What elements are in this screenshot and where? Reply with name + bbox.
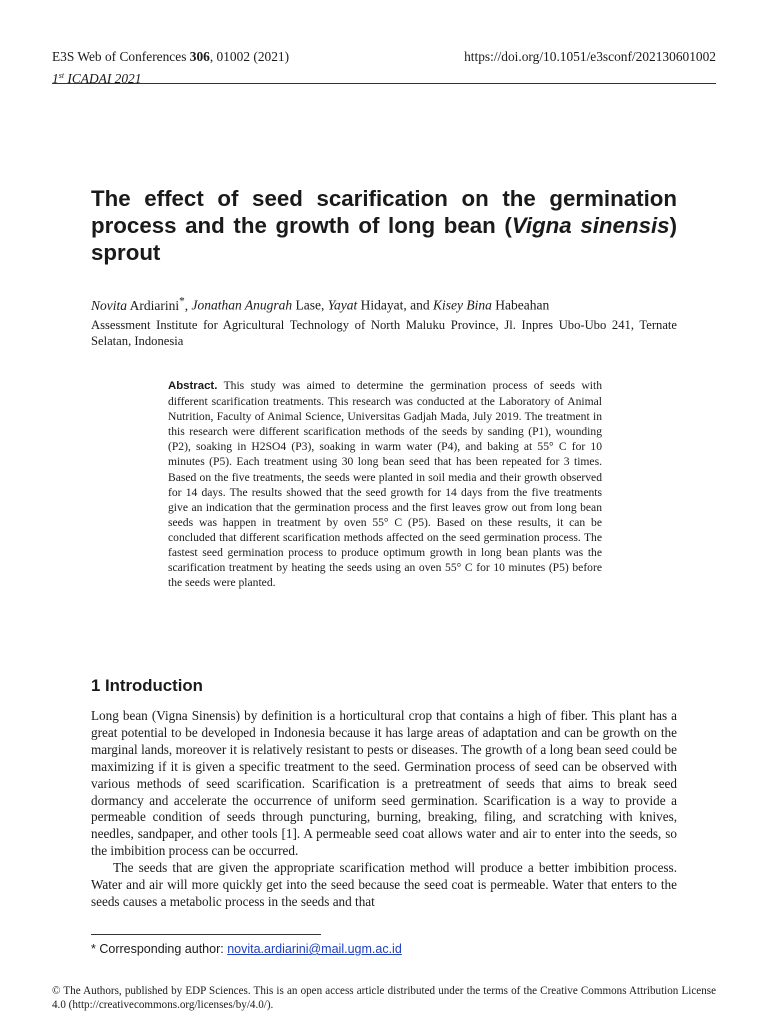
author-separator: , [320, 297, 328, 313]
title-text-end: ) sprout [91, 213, 677, 265]
running-header-left [52, 47, 289, 88]
body-paragraph: Long bean (Vigna Sinensis) by definition is a horticultural crop that contains a high of fiber. This plant has a great potential to be developed in Indonesia because it has large areas of adaptation and can be growth on the marginal lands, moreover it is relatively resistant to pests or diseases. The growth of a long bean seed could be maximizing if it is given a specific treatment to the seed. Germination process of seed can be observed with various methods of seed scarification. Scarification is a pretreatment of seeds that aims to break seed dormancy and accelerate the occurrence of uniform seed germination. Scarification is a way to provide a permeable condition of seeds through puncturing, burning, breaking, filing, and scratching with knives, needles, sandpaper, and other tools [1]. A permeable seed coat allows water and air to enter into the seeds, so the imbibition process can be occurred. [91, 708, 677, 859]
author-family-name: Lase [292, 297, 321, 313]
author [192, 298, 328, 313]
license-notice: © The Authors, published by EDP Sciences. This is an open access article distributed under the terms of the Creative Commons Attribution License 4.0 (http://creativecommons.org/licenses/by/4.0/). [52, 985, 716, 1012]
conference-name [52, 66, 289, 88]
corresponding-author-mark: * [179, 295, 185, 307]
author [328, 298, 433, 313]
author-given-name: Yayat [327, 297, 358, 313]
article-number-year: , 01002 (2021) [209, 49, 290, 64]
author-separator: , [184, 297, 192, 313]
author-given-name: Jonathan Anugrah [191, 297, 293, 313]
abstract-label: Abstract. [168, 380, 218, 392]
author-given-name: Novita [91, 297, 127, 313]
conference-ordinal: 1 [52, 71, 59, 86]
author-given-name: Kisey Bina [433, 297, 492, 313]
section-body [91, 708, 677, 911]
author-family-name: Habeahan [491, 297, 550, 313]
footnote [91, 941, 402, 957]
title-text-start: The effect of seed scarification on the germination process and the growth of long bean ( [91, 186, 677, 238]
header-divider [52, 83, 716, 84]
footnote-label: * Corresponding author: [91, 942, 228, 956]
author-separator: , and [403, 297, 433, 313]
author-family-name: Hidayat [357, 297, 404, 313]
author [91, 295, 192, 313]
author-family-name: Ardiarini [127, 297, 180, 313]
author [433, 298, 549, 313]
body-paragraph: The seeds that are given the appropriate scarification method will produce a better imbibition process. Water and air will more quickly get into the seed because the seed coat is permeable. Water that enters to the seeds causes a metabolic process in the seeds and that [91, 860, 677, 909]
doi-link[interactable]: https://doi.org/10.1051/e3sconf/202130601002 [464, 49, 716, 64]
journal-citation [52, 47, 289, 66]
journal-volume: 306 [189, 49, 210, 64]
title-species-name: Vigna sinensis [511, 213, 670, 238]
author-list [91, 292, 549, 315]
journal-name: E3S Web of Conferences [52, 49, 190, 64]
section-heading: 1 Introduction [91, 676, 203, 695]
abstract [168, 378, 602, 590]
footnote-divider [91, 934, 321, 935]
paper-title [91, 185, 677, 266]
conference-ordinal-suffix: st [58, 71, 65, 80]
author-affiliation: Assessment Institute for Agricultural Technology of North Maluku Province, Jl. Inpres Ubo-Ubo 241, Ternate Selatan, Indonesia [91, 318, 677, 348]
conference-acronym: ICADAI 2021 [64, 71, 142, 86]
abstract-text: This study was aimed to determine the germination process of seeds with different scarification treatments. This research was conducted at the Laboratory of Animal Nutrition, Faculty of Animal Science, Universitas Gadjah Mada, July 2019. The treatment in this research were different scarification methods of the seeds by sanding (P1), wounding (P2), soaking in H2SO4 (P3), soaking in warm water (P4), and baking at 55° C for 10 minutes (P5). Each treatment using 30 long bean seed that has been repeated for 3 times. Based on the five treatments, the seeds were planted in soil media and their growth observed for 14 days. The results showed that the seed growth for 14 days from the five treatments give an indication that the germination process and the first leaves grow out from long bean seeds was happen in treatment by oven 55° C (P5). Based on these results, it can be concluded that different scarification methods affected on the seed germination process. The fastest seed germination process to produce optimum growth in long bean plants was the scarification treatment by heating the seeds using an oven 55° C for 10 minutes (P5) before the seeds were planted. [168, 379, 602, 590]
corresponding-email-link[interactable]: novita.ardiarini@mail.ugm.ac.id [227, 942, 402, 956]
